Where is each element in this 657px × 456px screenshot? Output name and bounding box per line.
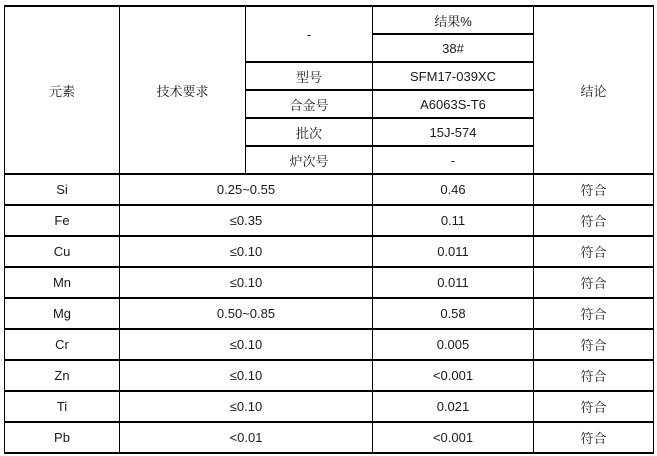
meta-label-heat-no: 炉次号 <box>246 146 373 174</box>
cell-requirement: <0.01 <box>120 422 373 453</box>
meta-label-model: 型号 <box>246 62 373 90</box>
composition-table <box>4 5 654 454</box>
cell-result: 0.011 <box>373 267 534 298</box>
cell-conclusion: 符合 <box>534 174 654 205</box>
table-row <box>5 329 654 360</box>
cell-result: 0.46 <box>373 174 534 205</box>
cell-conclusion: 符合 <box>534 422 654 453</box>
cell-result: <0.001 <box>373 422 534 453</box>
cell-result: 0.11 <box>373 205 534 236</box>
header-cell-sample-no: 38# <box>373 34 534 62</box>
meta-value-alloy: A6063S-T6 <box>373 90 534 118</box>
cell-element: Ti <box>5 391 120 422</box>
cell-conclusion: 符合 <box>534 236 654 267</box>
table-row <box>5 298 654 329</box>
cell-element: Si <box>5 174 120 205</box>
cell-result: 0.011 <box>373 236 534 267</box>
meta-value-model: SFM17-039XC <box>373 62 534 90</box>
cell-requirement: 0.50~0.85 <box>120 298 373 329</box>
cell-conclusion: 符合 <box>534 391 654 422</box>
table-row <box>5 174 654 205</box>
cell-conclusion: 符合 <box>534 205 654 236</box>
cell-element: Mg <box>5 298 120 329</box>
cell-element: Cr <box>5 329 120 360</box>
cell-requirement: ≤0.35 <box>120 205 373 236</box>
cell-element: Mn <box>5 267 120 298</box>
header-cell-element: 元素 <box>5 6 120 174</box>
meta-value-heat-no: - <box>373 146 534 174</box>
cell-requirement: ≤0.10 <box>120 267 373 298</box>
table-row <box>5 267 654 298</box>
cell-element: Pb <box>5 422 120 453</box>
table-row <box>5 236 654 267</box>
cell-conclusion: 符合 <box>534 267 654 298</box>
table-row <box>5 391 654 422</box>
meta-label-batch: 批次 <box>246 118 373 146</box>
cell-result: 0.005 <box>373 329 534 360</box>
cell-requirement: ≤0.10 <box>120 391 373 422</box>
table-row <box>5 360 654 391</box>
meta-value-batch: 15J-574 <box>373 118 534 146</box>
cell-result: 0.58 <box>373 298 534 329</box>
cell-requirement: ≤0.10 <box>120 236 373 267</box>
cell-result: <0.001 <box>373 360 534 391</box>
cell-requirement: ≤0.10 <box>120 360 373 391</box>
cell-conclusion: 符合 <box>534 329 654 360</box>
cell-element: Fe <box>5 205 120 236</box>
table-row <box>5 205 654 236</box>
table-row <box>5 422 654 453</box>
header-cell-spec-dash: - <box>246 6 373 62</box>
cell-element: Zn <box>5 360 120 391</box>
cell-result: 0.021 <box>373 391 534 422</box>
cell-requirement: 0.25~0.55 <box>120 174 373 205</box>
cell-element: Cu <box>5 236 120 267</box>
cell-conclusion: 符合 <box>534 298 654 329</box>
cell-conclusion: 符合 <box>534 360 654 391</box>
header-cell-requirement: 技术要求 <box>120 6 246 174</box>
cell-requirement: ≤0.10 <box>120 329 373 360</box>
header-cell-conclusion: 结论 <box>534 6 654 174</box>
header-cell-result-pct: 结果% <box>373 6 534 34</box>
meta-label-alloy: 合金号 <box>246 90 373 118</box>
